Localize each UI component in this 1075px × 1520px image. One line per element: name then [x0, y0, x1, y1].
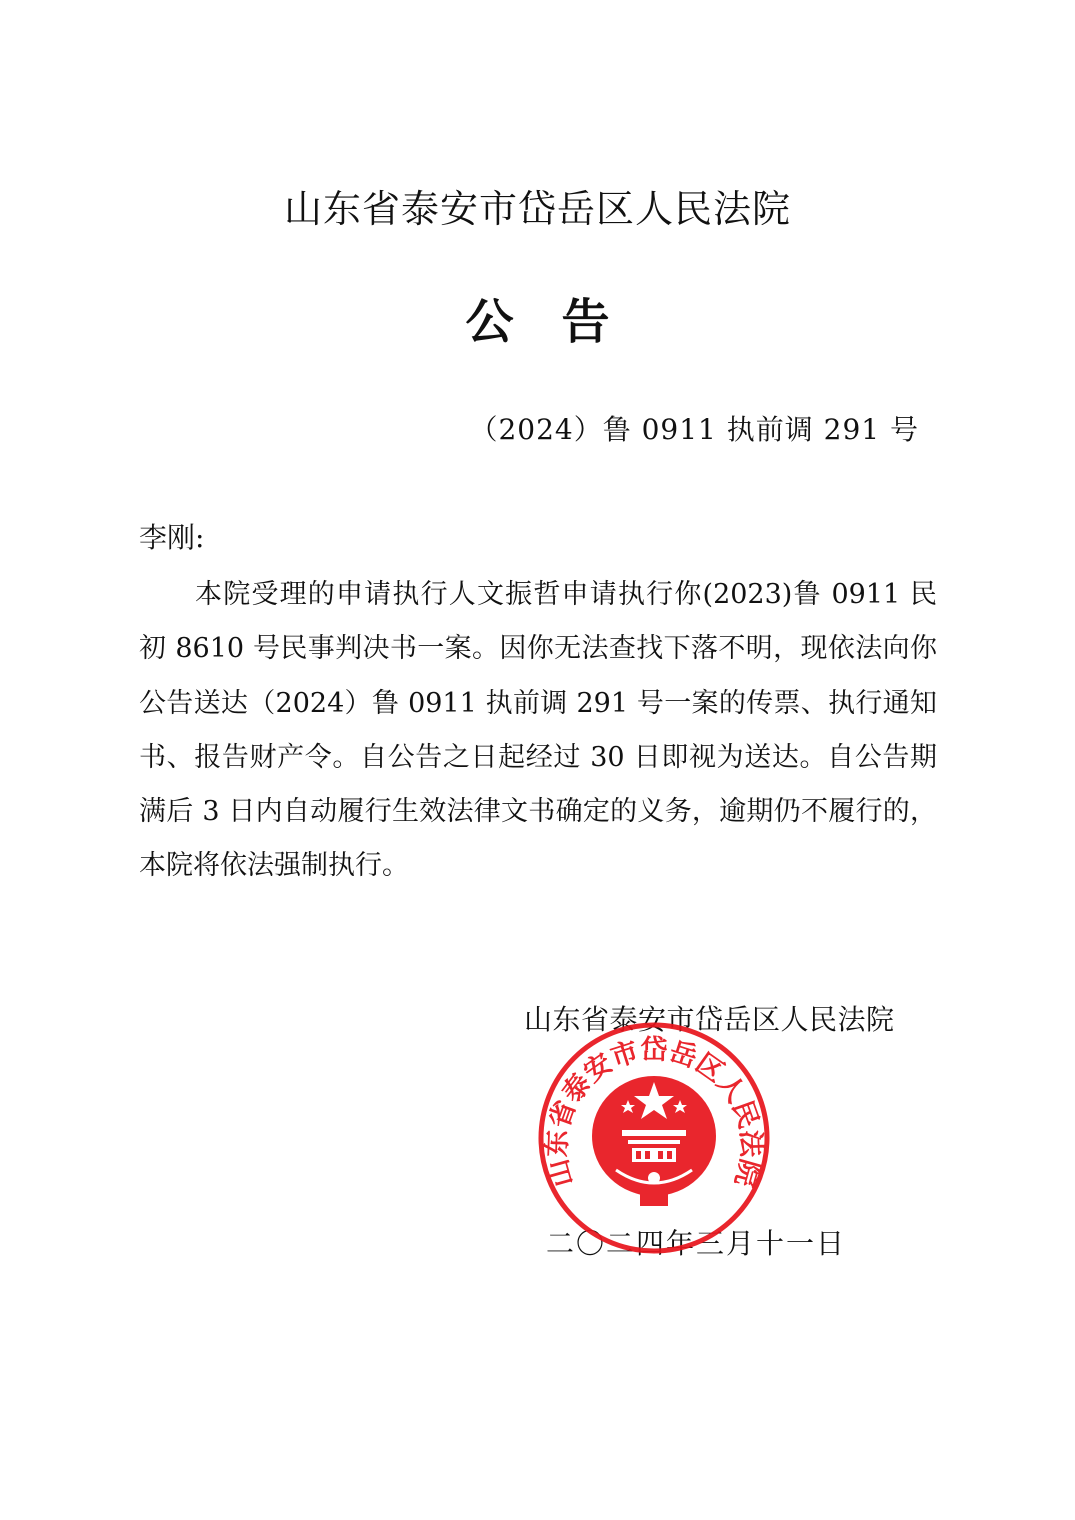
- case-number: （2024）鲁 0911 执前调 291 号: [469, 413, 919, 446]
- seal-text: 山东省泰安市岱岳区人民法院: [541, 1034, 767, 1191]
- addressee: 李刚:: [139, 521, 205, 554]
- court-name-heading: 山东省泰安市岱岳区人民法院: [283, 187, 791, 231]
- national-emblem-icon: [592, 1076, 716, 1206]
- notice-body: 本院受理的申请执行人文振哲申请执行你(2023)鲁 0911 民初 8610 号民事判决书一案。因你无法查找下落不明，现依法向你公告送达（2024）鲁 0911 执前调 291 号一案的传票、执行通知书、报告财产令。自公告之日起经过 30 日即视为送达。自公告期满后 3 日内自动履行生效法律文书确定的义务，逾期仍不履行的，本院将依法强制执行。: [139, 579, 937, 882]
- court-seal: [536, 1020, 772, 1256]
- issuer-signature: 山东省泰安市岱岳区人民法院: [524, 1003, 895, 1036]
- notice-title: 公告: [465, 294, 658, 350]
- issue-date: 二〇二四年三月十一日: [546, 1227, 847, 1260]
